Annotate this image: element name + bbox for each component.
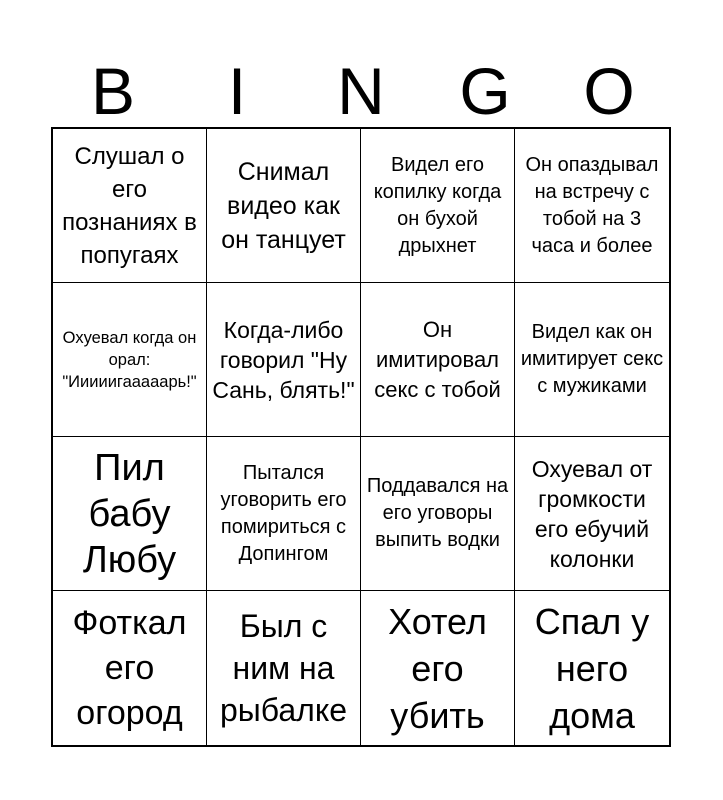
bingo-cell-text: Видел как он имитирует секс с мужиками: [520, 321, 664, 397]
bingo-cell-r2c4[interactable]: [515, 283, 669, 437]
bingo-cell-text: Охуевал когда он орал: "Ииииигааааарь!": [62, 328, 197, 391]
bingo-cell-r4c3[interactable]: [361, 591, 515, 745]
bingo-cell-r1c3[interactable]: [361, 129, 515, 283]
bingo-cell-text: Он имитировал секс с тобой: [374, 316, 501, 402]
bingo-cell-r3c1[interactable]: [53, 437, 207, 591]
header-letter-g: G: [459, 54, 511, 128]
header-letter-i: I: [227, 54, 247, 128]
bingo-cell-text: Поддавался на его уговоры выпить водки: [366, 475, 509, 551]
bingo-cell-text: Видел его копилку когда он бухой дрыхнет: [373, 153, 502, 257]
bingo-cell-r1c2[interactable]: [207, 129, 361, 283]
bingo-cell-r3c4[interactable]: [515, 437, 669, 591]
bingo-cell-text: Пил бабу Любу: [82, 446, 177, 581]
bingo-cell-r2c1[interactable]: [53, 283, 207, 437]
bingo-grid: [51, 127, 671, 747]
bingo-cell-r4c2[interactable]: [207, 591, 361, 745]
bingo-cell-text: Он опаздывал на встречу с тобой на 3 часа и более: [525, 153, 659, 257]
bingo-cell-r4c4[interactable]: [515, 591, 669, 745]
header-letter-o: O: [583, 54, 635, 128]
bingo-cell-text: Снимал видео как он танцует: [221, 157, 346, 254]
bingo-cell-r3c2[interactable]: [207, 437, 361, 591]
bingo-cell-text: Охуевал от громкости его ебучий колонки: [531, 455, 653, 572]
header-letter-n: N: [337, 54, 385, 128]
bingo-cell-r4c1[interactable]: [53, 591, 207, 745]
bingo-cell-r2c2[interactable]: [207, 283, 361, 437]
bingo-cell-r1c1[interactable]: [53, 129, 207, 283]
bingo-cell-text: Фоткал его огород: [72, 603, 187, 732]
bingo-cell-r1c4[interactable]: [515, 129, 669, 283]
bingo-cell-r2c3[interactable]: [361, 283, 515, 437]
header-letter-b: B: [90, 54, 136, 128]
bingo-cell-text: Спал у него дома: [534, 600, 650, 736]
bingo-cell-text: Был с ним на рыбалке: [219, 608, 347, 728]
bingo-cell-text: Пытался уговорить его помириться с Допингом: [220, 461, 347, 565]
bingo-cell-r3c3[interactable]: [361, 437, 515, 591]
bingo-cell-text: Слушал о его познаниях в попугаях: [62, 142, 197, 269]
bingo-cell-text: Когда-либо говорил "Ну Сань, блять!": [212, 316, 355, 403]
bingo-cell-text: Хотел его убить: [388, 600, 487, 736]
bingo-header: [51, 52, 671, 128]
